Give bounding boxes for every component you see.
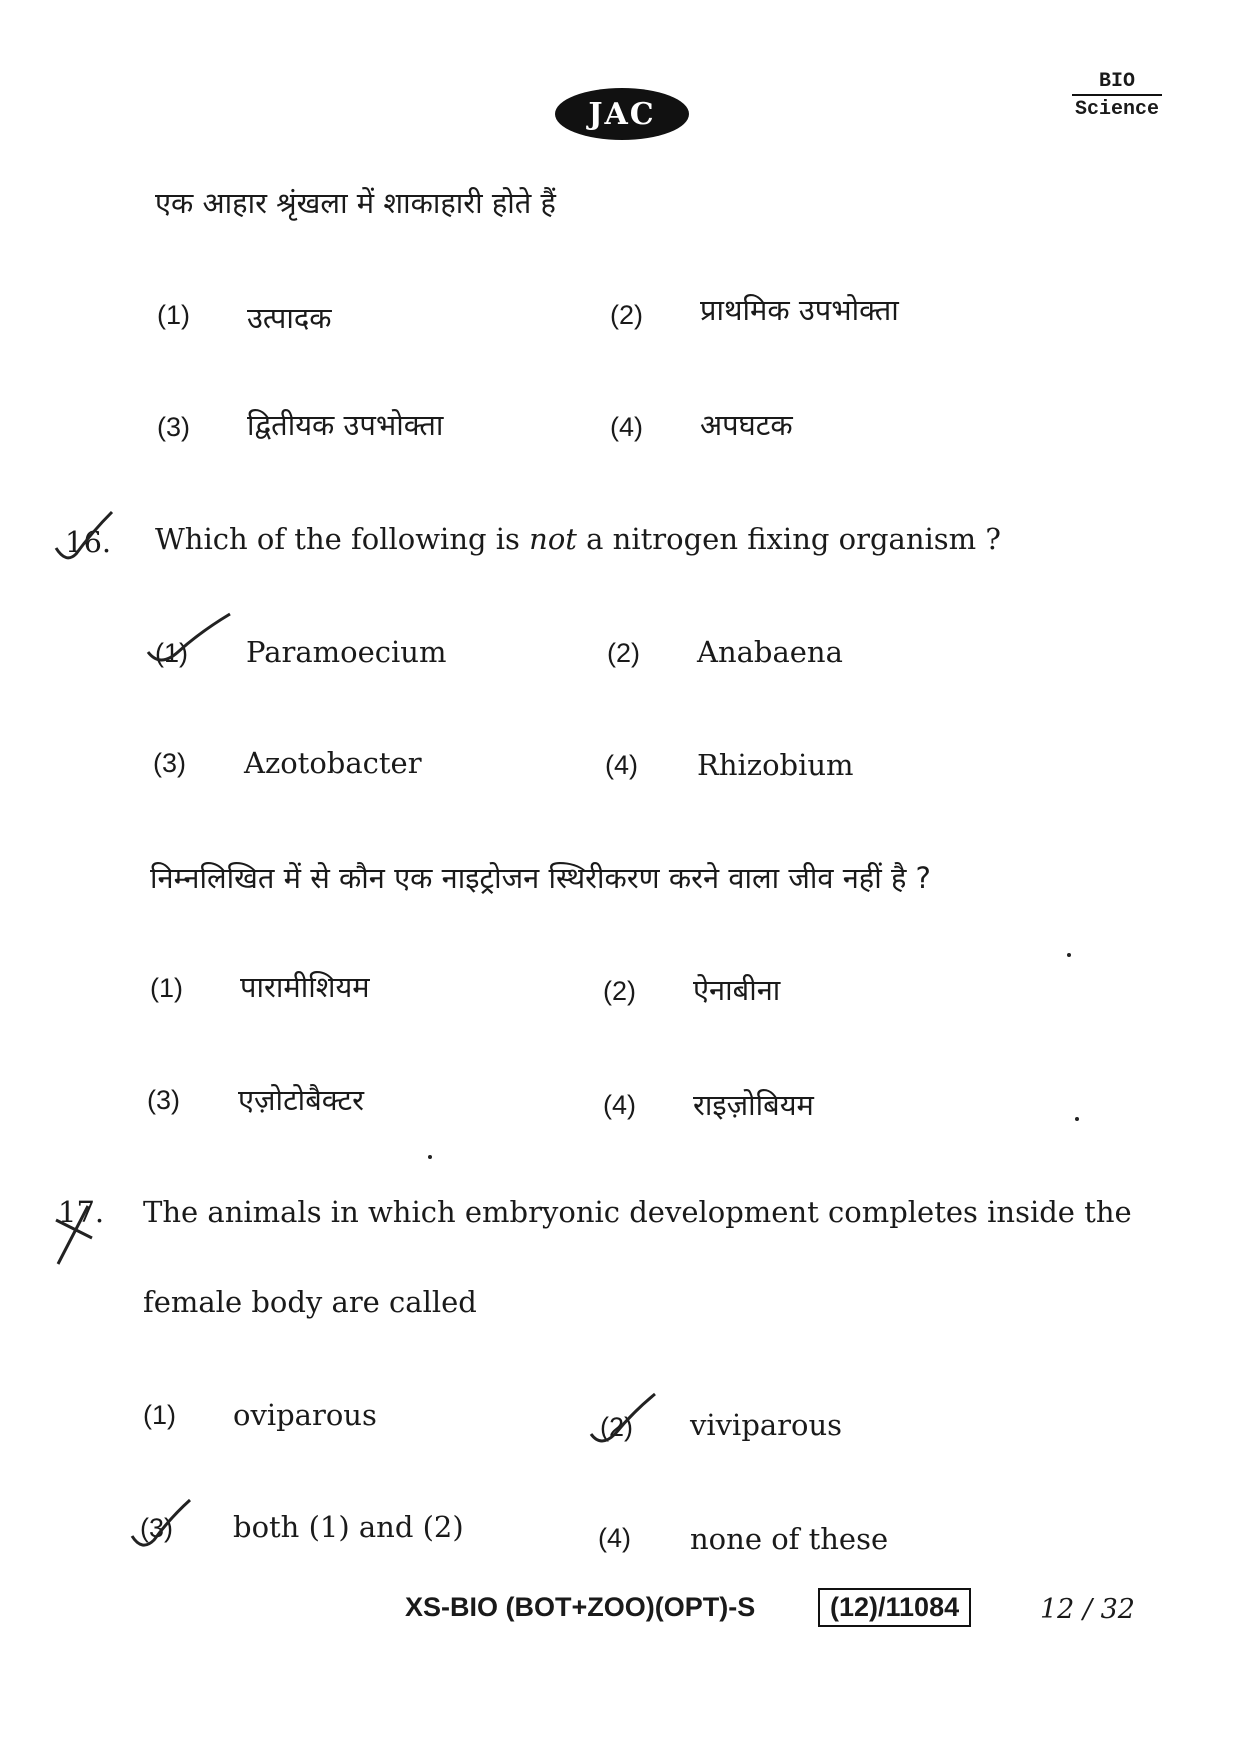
scan-dot <box>428 1155 432 1159</box>
q16-hindi-opt2-num: (2) <box>603 976 636 1006</box>
q17-question-line1: The animals in which embryonic development completes inside the <box>143 1195 1132 1229</box>
q16-opt4-num: (4) <box>605 750 638 780</box>
q17-opt1-text: oviparous <box>233 1398 377 1432</box>
q15-opt2-num: (2) <box>610 300 643 330</box>
q17-opt2-text: viviparous <box>690 1408 843 1442</box>
q17-opt4-text: none of these <box>690 1522 889 1556</box>
q16-number: 16. <box>65 525 112 559</box>
q15-opt4-num: (4) <box>610 412 643 442</box>
q16-hindi-opt2-text: ऐनाबीना <box>693 973 781 1007</box>
q17-opt3-text: both (1) and (2) <box>233 1510 464 1544</box>
q16-question-pre: Which of the following is <box>155 522 530 556</box>
q17-number: 17. <box>58 1195 105 1229</box>
q17-question-line2: female body are called <box>143 1285 477 1319</box>
q16-question-post: a nitrogen fixing organism ? <box>576 522 1001 556</box>
q16-hindi-opt1-text: पारामीशियम <box>240 970 370 1004</box>
page-number: 12 / 32 <box>1040 1594 1135 1625</box>
q16-hindi-opt1-num: (1) <box>150 973 183 1003</box>
q15-opt2-text: प्राथमिक उपभोक्ता <box>700 293 899 327</box>
q15-opt1-text: उत्पादक <box>247 301 332 335</box>
q16-hindi-opt3-text: एज़ोटोबैक्टर <box>238 1083 365 1117</box>
scan-dot <box>1075 1117 1079 1121</box>
subject-top: BIO <box>1072 70 1162 96</box>
subject-bottom: Science <box>1074 98 1159 121</box>
q15-opt1-num: (1) <box>157 300 190 330</box>
scan-dot <box>1067 953 1071 957</box>
q16-opt3-num: (3) <box>153 748 186 778</box>
q16-opt4-text: Rhizobium <box>697 748 854 782</box>
q16-opt2-num: (2) <box>607 638 640 668</box>
q16-opt1-text: Paramoecium <box>246 635 447 669</box>
q16-opt1-num: (1) <box>155 638 188 668</box>
q15-opt3-text: द्वितीयक उपभोक्ता <box>247 408 444 442</box>
paper-code: XS-BIO (BOT+ZOO)(OPT)-S <box>405 1592 756 1622</box>
paper-id-box: (12)/11084 <box>818 1588 971 1627</box>
q15-hindi-question: एक आहार श्रृंखला में शाकाहारी होते हैं <box>155 186 556 220</box>
q16-hindi-opt4-num: (4) <box>603 1090 636 1120</box>
q16-hindi-question: निम्नलिखित में से कौन एक नाइट्रोजन स्थिरीकरण करने वाला जीव नहीं है ? <box>150 861 931 895</box>
q17-opt2-num: (2) <box>600 1412 633 1442</box>
q16-opt3-text: Azotobacter <box>244 746 422 780</box>
q15-opt3-num: (3) <box>157 412 190 442</box>
jac-logo: JAC <box>555 88 689 140</box>
q17-opt3-num: (3) <box>140 1513 173 1543</box>
q16-hindi-opt3-num: (3) <box>147 1085 180 1115</box>
q17-opt4-num: (4) <box>598 1523 631 1553</box>
q16-question <box>155 522 1001 556</box>
q15-opt4-text: अपघटक <box>700 408 793 442</box>
q16-opt2-text: Anabaena <box>697 635 843 669</box>
q17-opt1-num: (1) <box>143 1400 176 1430</box>
q16-question-em: not <box>529 522 577 556</box>
q16-hindi-opt4-text: राइज़ोबियम <box>693 1088 814 1122</box>
